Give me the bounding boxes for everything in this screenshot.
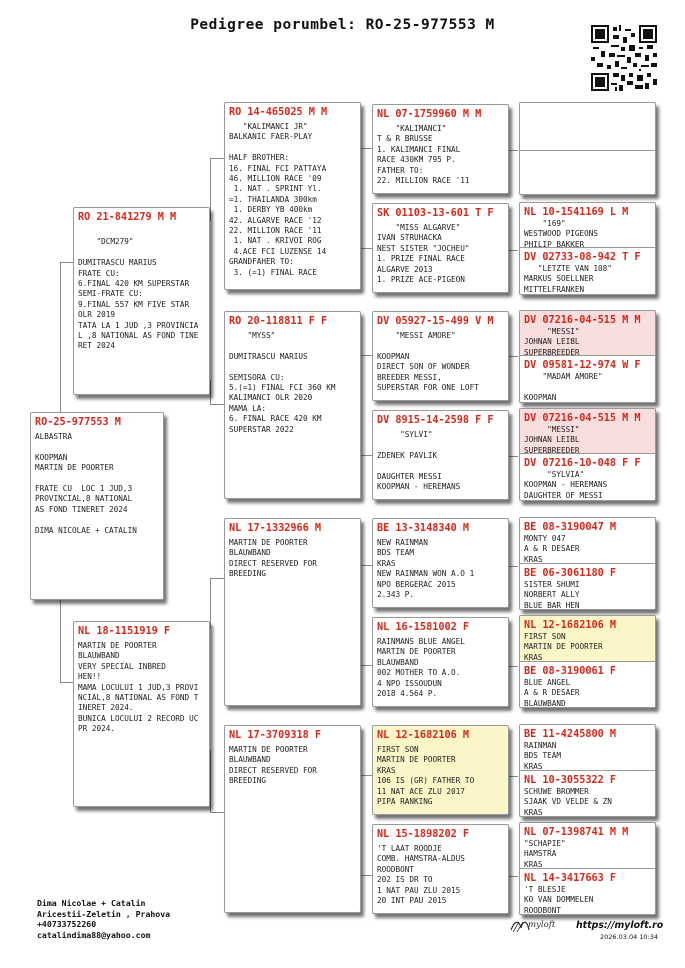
pigeon-details: RAINMAN BDS TEAM KRAS	[524, 741, 562, 770]
ring-number: BE 08-3190061 F	[524, 666, 617, 677]
ring-number	[520, 151, 655, 166]
pigeon-details: BLUE ANGEL A & R DESAER BLAUWBAND	[524, 678, 580, 708]
dam-dam-card[interactable]	[224, 725, 361, 913]
pigeon-details: "SCHAPIE" HAMSTRA KRAS	[524, 839, 566, 868]
ring-number: DV 02733-08-942 T F	[524, 252, 641, 263]
pigeon-details: "LETZTE VAN 108" MARKUS SOELLNER MITTELFRANKEN	[524, 264, 612, 294]
gen4-card[interactable]	[520, 203, 655, 247]
ring-number: SK 01103-13-601 T F	[377, 208, 494, 219]
pigeon-details: FIRST SON MARTIN DE POORTER KRAS	[524, 632, 603, 661]
connector	[60, 262, 73, 263]
connector	[210, 158, 224, 159]
connector	[360, 355, 372, 356]
ring-number: DV 07216-04-515 M M	[524, 413, 641, 424]
owner-address: Aricestii-Zeletin , Prahova	[37, 908, 171, 919]
gen3-card[interactable]	[372, 518, 509, 608]
connector	[210, 380, 211, 404]
gen3-card[interactable]	[372, 203, 509, 293]
ring-number: NL 14-3417663 F	[524, 873, 617, 884]
pigeon-details: "KALIMANCI JR" BALKANIC FAER-PLAY HALF BROTHER: 16. FINAL FCI PATTAYA 46. MILLION RACE '09 1. NAT . SPRINT Yl. =1. THAILANDA 300km 1. DERBY YB 400km 42. ALGARVE RACE '12 22. MILLION RACE '11 1. NAT . KRIVOI ROG 4.ACE FCI LUZENSE 14 GRANDFAHER TO: 3. (=1) FINAL RACE	[229, 122, 327, 277]
gen4-card[interactable]	[520, 454, 655, 501]
connector	[508, 776, 518, 777]
gen4-card[interactable]	[520, 248, 655, 295]
owner-info	[37, 898, 170, 940]
pigeon-details: "DCM279" DUMITRASCU MARIUS FRATE CU: 6.FINAL 420 KM SUPERSTAR SEMI-FRATE CU: 9.FINAL 557 KM FIVE STAR OLR 2019 TATA LA 1 JUD ,3 PROVINCIA L ,8 NATIONAL AS FOND TINE RET 2024	[78, 237, 199, 351]
connector	[360, 148, 372, 149]
ring-number: NL 07-1759960 M M	[377, 109, 482, 120]
gen4-card[interactable]	[520, 311, 655, 355]
ring-number: DV 07216-10-048 F F	[524, 458, 641, 469]
ring-number: BE 13-3148340 M	[377, 523, 470, 534]
gen4-card[interactable]	[520, 771, 655, 817]
gen4-card[interactable]	[520, 616, 655, 661]
connector	[360, 875, 372, 876]
ring-number: BE 11-4245800 M	[524, 729, 617, 740]
connector	[60, 682, 73, 683]
ring-number: NL 12-1682106 M	[377, 730, 470, 741]
ring-number: NL 16-1581002 F	[377, 622, 470, 633]
subject-pigeon-card[interactable]	[30, 412, 164, 600]
pigeon-details: FIRST SON MARTIN DE POORTER KRAS 106 IS (GR) FATHER TO 11 NAT ACE ZLU 2017 PIPA RANKING	[377, 745, 475, 807]
pigeon-details: "MADAM AMORE" KOOPMAN	[524, 372, 603, 402]
connector	[210, 750, 211, 812]
sire-card[interactable]	[73, 207, 210, 395]
gen3-card[interactable]	[372, 104, 509, 194]
gen4-card[interactable]	[520, 662, 655, 708]
ring-number: NL 18-1151919 F	[78, 626, 171, 637]
connector	[210, 578, 224, 579]
pigeon-details: NEW RAINMAN BDS TEAM KRAS NEW RAINMAN WON A.O 1 NPO BERGERAC 2015 2.343 P.	[377, 538, 475, 600]
pigeon-details: "MESSI AMORE" KOOPMAN DIRECT SON OF WONDER BREEDER MESSI, SUPERSTAR FOR ONE LOFT	[377, 331, 479, 393]
pigeon-details: "MESSI" JOHNAN LEIBL SUPERBREEDER	[524, 327, 580, 355]
connector	[508, 456, 518, 457]
pigeon-details: SISTER SHUMI NORBERT ALLY BLUE BAR HEN	[524, 580, 580, 610]
connector	[210, 404, 224, 405]
gen4-pair-box	[519, 408, 656, 501]
pigeon-details: MARTIN DE POORTER BLAUWBAND DIRECT RESERVED FOR BREEDING	[229, 745, 317, 786]
ring-number: NL 07-1398741 M M	[524, 827, 629, 838]
ring-number: DV 8915-14-2598 F F	[377, 415, 494, 426]
gen4-pair-box	[519, 202, 656, 295]
ring-number: NL 15-1898202 F	[377, 829, 470, 840]
connector	[508, 876, 518, 877]
pigeon-details: "MESSI" JOHNAN LEIBL SUPERBREEDER	[524, 425, 580, 453]
gen3-card[interactable]	[372, 617, 509, 707]
ring-number: BE 06-3061180 F	[524, 568, 617, 579]
gen3-card[interactable]	[372, 824, 509, 914]
ring-number: RO-25-977553 M	[35, 417, 121, 428]
gen4-card[interactable]	[520, 869, 655, 915]
ring-number: NL 10-1541169 L M	[524, 207, 629, 218]
pigeon-details: 'T BLESJE KO VAN DOMMELEN ROODBONT	[524, 885, 594, 915]
connector	[60, 600, 61, 682]
connector	[508, 356, 518, 357]
connector	[508, 150, 518, 151]
qr-code	[591, 25, 657, 91]
ring-number: RO 14-465025 M M	[229, 107, 328, 118]
gen4-card[interactable]	[520, 725, 655, 770]
dam-card[interactable]	[73, 621, 210, 807]
gen4-card[interactable]	[520, 409, 655, 453]
gen4-pair-box	[519, 517, 656, 610]
ring-number: NL 10-3055322 F	[524, 775, 617, 786]
connector	[360, 775, 372, 776]
gen4-pair-box	[519, 822, 656, 915]
gen4-card[interactable]	[520, 518, 655, 563]
pigeon-details: ALBASTRA KOOPMAN MARTIN DE POORTER FRATE CU LOC 1 JUD,3 PROVINCIAL,8 NATIONAL AS FOND TINERET 2024 DIMA NICOLAE + CATALIN	[35, 432, 137, 535]
pigeon-details: "SYLVI" ZDENEK PAVLIK DAUGHTER MESSI KOOPMAN - HEREMANS	[377, 430, 461, 492]
gen4-pair-box	[519, 615, 656, 708]
pigeon-details: SCHUWE BROMMER SJAAK VD VELDE & ZN KRAS	[524, 787, 612, 817]
connector	[508, 666, 518, 667]
connector	[210, 578, 211, 628]
ring-number: DV 05927-15-499 V M	[377, 316, 494, 327]
connector	[508, 566, 518, 567]
gen4-card[interactable]	[520, 151, 655, 195]
pigeon-details: "MISS ALGARVE" IVAN STRUHACKA NEST SISTER "JOCHEU" 1. PRIZE FINAL RACE ALGARVE 2013 1. PRIZE ACE-PIGEON	[377, 223, 470, 285]
pigeon-details: "169" WESTWOOD PIGEONS PHILIP BAKKER	[524, 219, 599, 247]
page-title: Pedigree porumbel: RO-25-977553 M	[190, 17, 495, 33]
pigeon-details: RAINMANS BLUE ANGEL MARTIN DE POORTER BLAUWBAND 002 MOTHER TO A.O. 4 NPO ISSOUDUN 2018 4.564 P.	[377, 637, 465, 699]
ring-number: NL 17-3709318 F	[229, 730, 322, 741]
gen3-card[interactable]	[372, 410, 509, 500]
ring-number: RO 21-841279 M M	[78, 212, 177, 223]
connector	[360, 455, 372, 456]
ring-number: NL 12-1682106 M	[524, 620, 617, 631]
connector	[210, 158, 211, 221]
ring-number: RO 20-118811 F F	[229, 316, 328, 327]
ring-number	[520, 103, 655, 118]
gen4-pair-box	[519, 310, 656, 403]
sire-dam-card[interactable]	[224, 311, 361, 499]
connector	[210, 812, 224, 813]
ring-number: DV 09581-12-974 W F	[524, 360, 641, 371]
pigeon-details: "MYSS" DUMITRASCU MARIUS SEMISORA CU: 5.(=1) FINAL FCI 360 KM KALIMANCI OLR 2020 MAMA LA: 6. FINAL RACE 420 KM SUPERSTAR 2022	[229, 331, 336, 434]
ring-number: DV 07216-04-515 M M	[524, 315, 641, 326]
sire-sire-card[interactable]	[224, 102, 361, 290]
connector	[60, 262, 61, 412]
dam-sire-card[interactable]	[224, 518, 361, 706]
connector	[508, 250, 518, 251]
footer-url[interactable]: https://myloft.ro	[576, 920, 664, 931]
owner-email: catalindima88@yahoo.com	[37, 929, 151, 940]
gen4-card[interactable]	[520, 103, 655, 150]
connector	[360, 248, 372, 249]
gen4-card[interactable]	[520, 564, 655, 610]
connector	[360, 665, 372, 666]
gen4-pair-box	[519, 102, 656, 195]
owner-name: Dima Nicolae + Catalin	[37, 898, 146, 908]
gen4-card[interactable]	[520, 823, 655, 868]
footer-date: 2026.03.04 10:34	[600, 933, 659, 941]
pigeon-details: "SYLVIA" KOOPMAN - HEREMANS DAUGHTER OF MESSI	[524, 470, 608, 500]
pigeon-details: 'T LAAT ROODJE COMB. HAMSTRA-ALDUS ROODBONT 202 IS DR TO 1 NAT PAU ZLU 2015 20 INT PAU 2015	[377, 844, 465, 906]
pigeon-details: MARTIN DE POORTER BLAUWBAND VERY SPECIAL INBRED HEN!! MAMA LOCULUI 1 JUD,3 PROVI NCIAL,8 NATIONAL AS FOND T INERET 2024. BUNICA LOCULUI 2 RECORD UC PR 2024.	[78, 641, 199, 734]
owner-phone: +40733752260	[37, 919, 97, 929]
pigeon-details: MONTY 047 A & R DESAER KRAS	[524, 534, 580, 563]
ring-number: BE 08-3190047 M	[524, 522, 617, 533]
gen4-card[interactable]	[520, 356, 655, 403]
gen3-card[interactable]	[372, 311, 509, 401]
pigeon-details: MARTIN DE POORTER BLAUWBAND DIRECT RESERVED FOR BREEDING	[229, 538, 317, 579]
pigeon-details: "KALIMANCI" T & R BRUSSE 1. KALIMANCI FINAL RACE 430KM 795 P. FATHER TO: 22. MILLION RACE '11	[377, 124, 470, 186]
ring-number: NL 17-1332966 M	[229, 523, 322, 534]
gen3-card[interactable]	[372, 725, 509, 815]
connector	[360, 565, 372, 566]
gen4-pair-box	[519, 724, 656, 817]
logo-text: myloft	[528, 920, 556, 930]
